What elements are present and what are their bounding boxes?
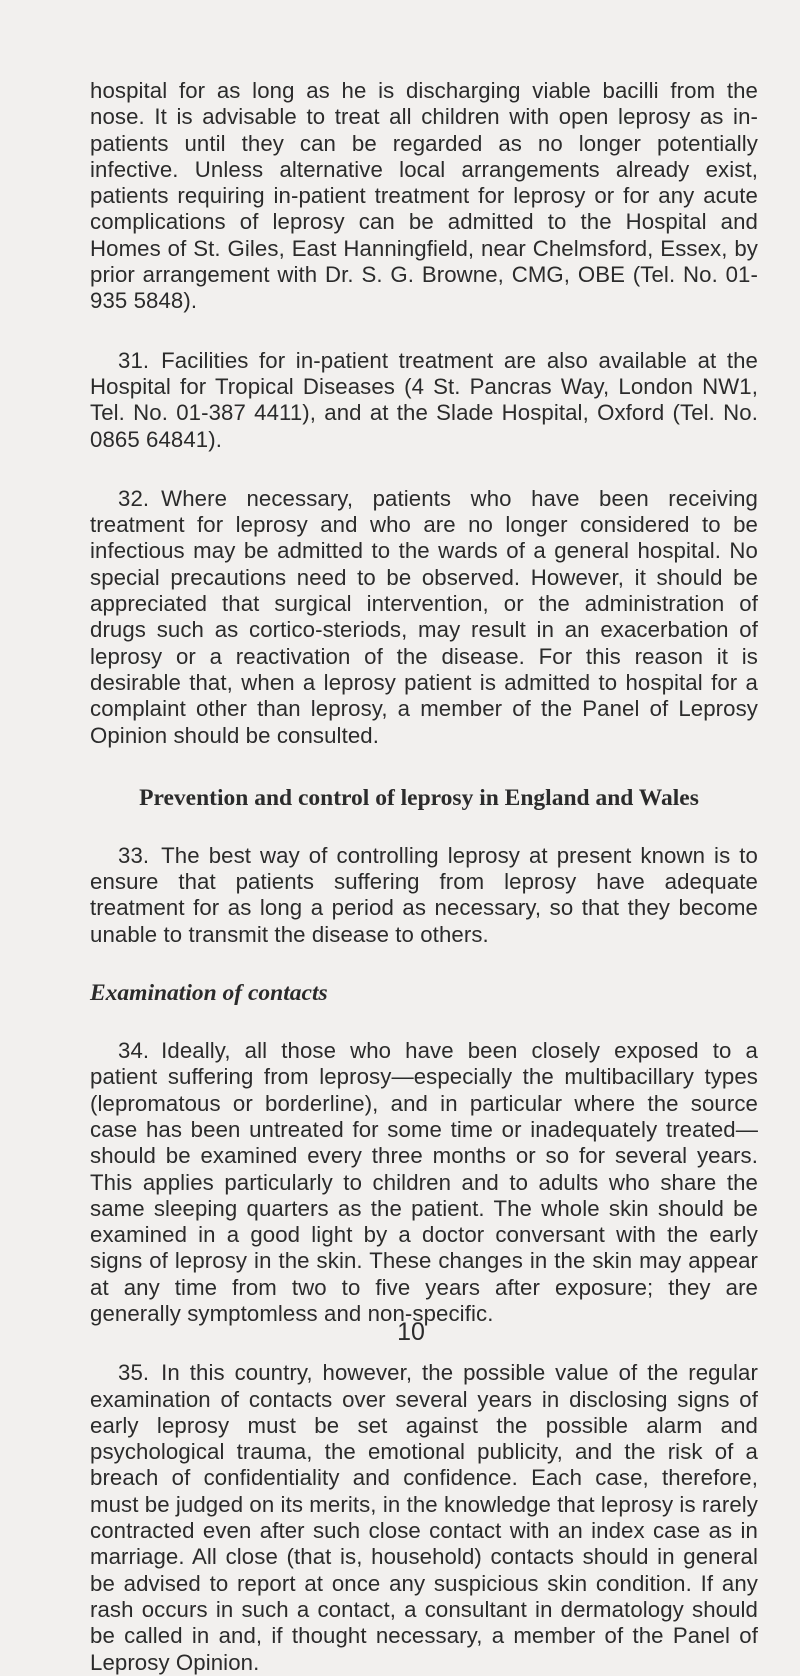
paragraph-number: 33. xyxy=(118,842,150,868)
paragraph-text: Where necessary, patients who have been receiving treatment for leprosy and who are no longer considered to be infectious may be admitted to the wards of a general hospital. No special precautions need to be observed. However, it should be appreciated that surgical intervention, or the administration of drugs such as cortico-steriods, may result in an exacerbation of leprosy or a reactivation of the disease. For this reason it is desirable that, when a leprosy patient is admitted to hospital for a complaint other than leprosy, a member of the Panel of Leprosy Opinion should be consulted. xyxy=(90,485,758,748)
section-heading: Prevention and control of leprosy in England and Wales xyxy=(139,784,699,811)
paragraph-number: 32. xyxy=(118,485,150,511)
paragraph-33 xyxy=(90,843,758,948)
paragraph-31 xyxy=(90,348,758,453)
paragraph-number: 31. xyxy=(118,347,150,373)
subsection-heading: Examination of contacts xyxy=(90,980,328,1007)
paragraph-text: The best way of controlling leprosy at present known is to ensure that patients suffering from leprosy have adequate treatment for as long a period as necessary, so that they become unable to transmit the disease to others. xyxy=(90,842,758,947)
page-number: 10 xyxy=(397,1318,425,1346)
paragraph-35 xyxy=(90,1360,758,1676)
paragraph-text: In this country, however, the possible value of the regular examination of contacts over several years in disclosing signs of early leprosy must be set against the possible alarm and psychological trauma, the emotional publicity, and the risk of a breach of confidentiality and confidence. Each case, therefore, must be judged on its merits, in the knowledge that leprosy is rarely contracted even after such close contact with an index case as in marriage. All close (that is, household) contacts should in general be advised to report at once any suspicious skin condition. If any rash occurs in such a contact, a consultant in dermatology should be called in and, if thought necessary, a member of the Panel of Leprosy Opinion. xyxy=(90,1360,758,1675)
paragraph-number: 35. xyxy=(118,1360,150,1386)
paragraph-continuation: hospital for as long as he is discharging viable bacilli from the nose. It is advisable to treat all children with open leprosy as in-patients until they can be regarded as no longer potentially infective. Unless alternative local arrangements already exist, patients requiring in-patient treatment for leprosy or for any acute complications of leprosy can be admitted to the Hospital and Homes of St. Giles, East Hanningfield, near Chelmsford, Essex, by prior arrangement with Dr. S. G. Browne, CMG, OBE (Tel. No. 01-935 5848). xyxy=(90,78,758,314)
paragraph-34 xyxy=(90,1038,758,1327)
paragraph-32 xyxy=(90,486,758,749)
paragraph-number: 34. xyxy=(118,1038,150,1064)
paragraph-text: Ideally, all those who have been closely exposed to a patient suffering from leprosy—especially the multibacillary types (lepromatous or borderline), and in particular where the source case has been untreated for some time or inadequately treated—should be examined every three months or so for several years. This applies particularly to children and to adults who share the same sleeping quarters as the patient. The whole skin should be examined in a good light by a doctor conversant with the early signs of leprosy in the skin. These changes in the skin may appear at any time from two to five years after exposure; they are generally symptomless and non-specific. xyxy=(90,1038,758,1326)
paragraph-text: Facilities for in-patient treatment are also available at the Hospital for Tropical Diseases (4 St. Pancras Way, London NW1, Tel. No. 01-387 4411), and at the Slade Hospital, Oxford (Tel. No. 0865 64841). xyxy=(90,347,758,452)
